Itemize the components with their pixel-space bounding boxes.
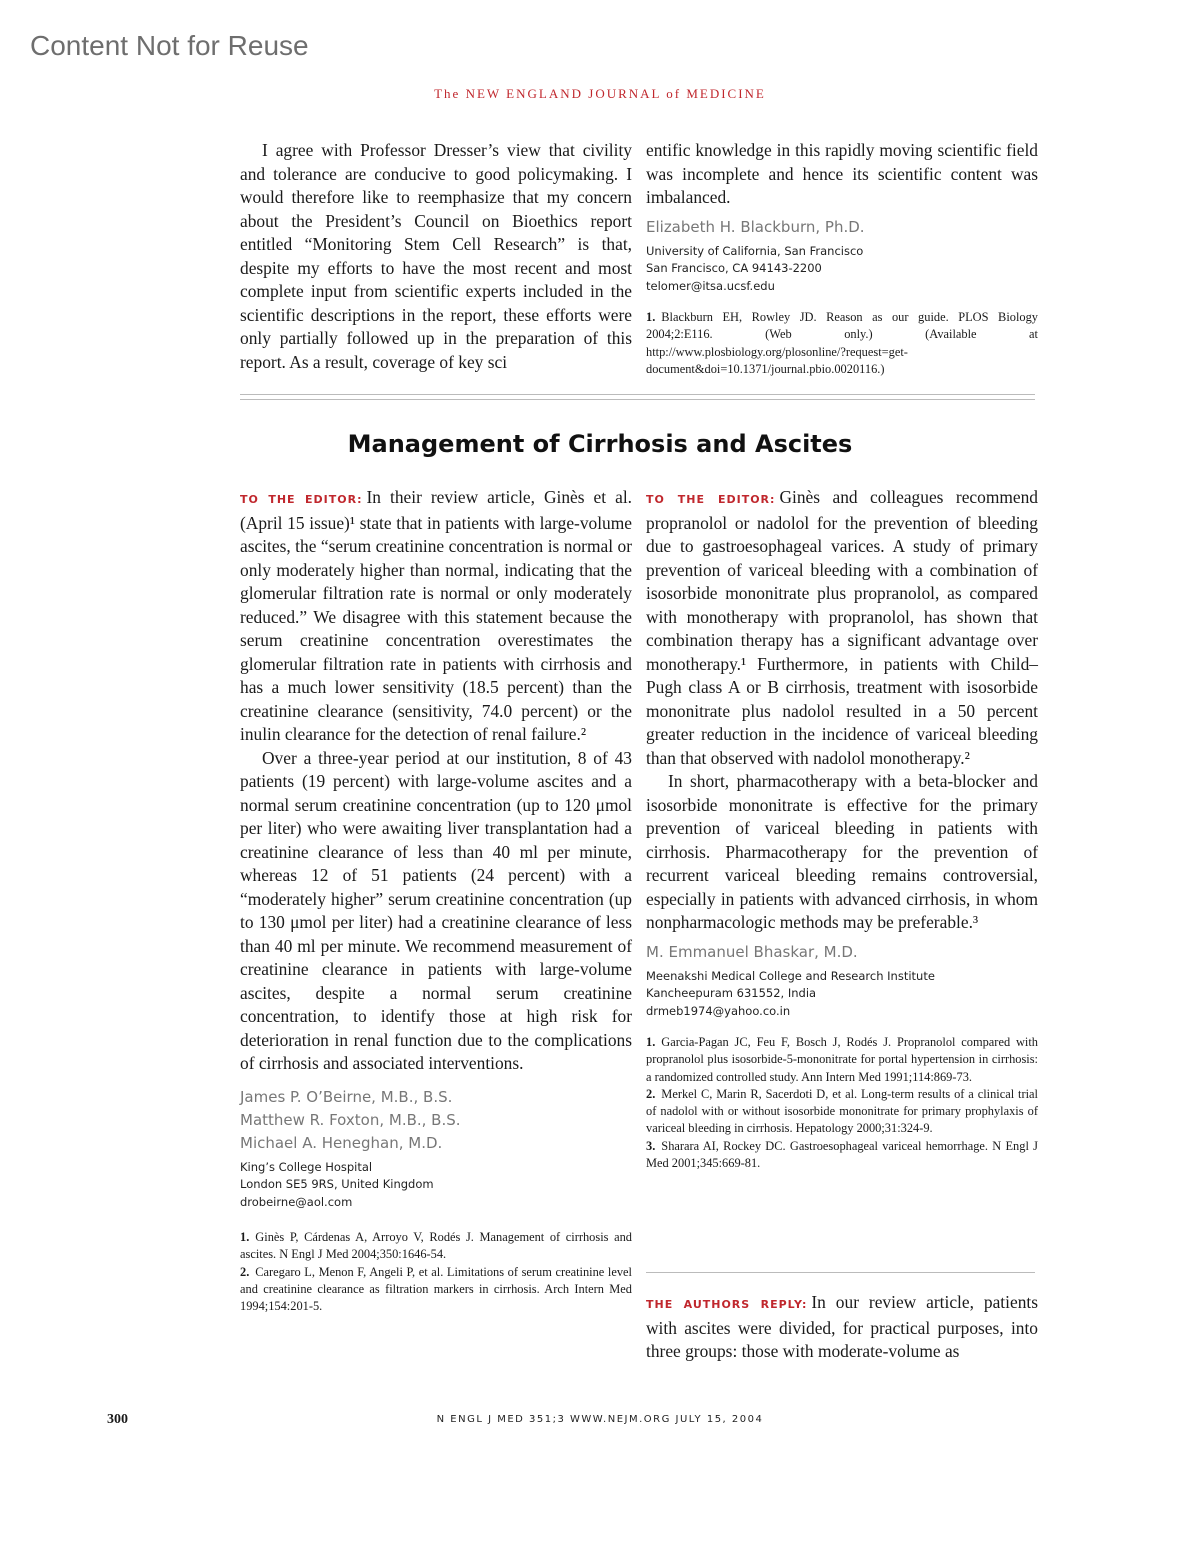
reference-number: 1. [646,310,656,324]
signature-line: Michael A. Heneghan, M.D. [240,1133,443,1152]
reference-number: 3. [646,1138,656,1153]
footer-citation: N ENGL J MED 351;3 WWW.NEJM.ORG JULY 15, 2004 [436,1414,764,1425]
authors-reply-paragraph [646,1291,1038,1364]
right-letter-paragraph-1 [646,486,1038,770]
signature-line: James P. O’Beirne, M.B., B.S. [240,1087,453,1106]
left-letter-text-1: In their review article, Ginès et al. (April 15 issue)¹ state that in patients with large-volume ascites, the “serum creatinine concentration is normal or only moderately higher than normal, indicating that the glomerular filtration rate is normal or only moderately reduced.” We disagree with this statement because the serum creatinine concentration overestimates the glomerular filtration rate in patients with cirrhosis and has a much lower sensitivity (18.5 percent) than the creatinine clearance (sensitivity, 74.0 percent) or the inulin clearance for the detection of renal failure.² [240,487,632,744]
watermark: Content Not for Reuse [30,30,309,61]
top-left-paragraph: I agree with Professor Dresser’s view that civility and tolerance are conducive to good policymaking. I would therefore like to reemphasize that my concern about the President’s Council on Bioethics report entitled “Monitoring Stem Cell Research” is that, despite my efforts to have the most recent and most complete input from scientific experts included in the scientific descriptions in the report, these efforts were only partially followed up in the preparation of this report. As a result, coverage of key sci [240,140,632,372]
signature-line: Matthew R. Foxton, M.B., B.S. [240,1110,461,1129]
references-obeirne [240,1229,632,1315]
references-bhaskar [646,1034,1038,1172]
reference-text: Merkel C, Marin R, Sacerdoti D, et al. Long-term results of a clinical trial of nadolol with or without isosorbide mononitrate for primary prophylaxis of variceal bleeding in cirrhosis. Hepatology 2000;31:324-9. [646,1086,1038,1136]
left-letter-paragraph-2: Over a three-year period at our institution, 8 of 43 patients (19 percent) with large-volume ascites and a normal serum creatinine concentration (up to 120 μmol per liter) who were awaiting liver transplantation had a creatinine clearance of less than 40 ml per minute, whereas 12 of 51 patients (24 percent) with a “moderately higher” serum creatinine concentration (up to 130 μmol per liter) had a creatinine clearance of less than 40 ml per minute. We recommend measurement of creatinine clearance in patients with large-volume ascites, despite a normal serum creatinine concentration, to identify those at high risk for deterioration in renal function due to the complications of cirrhosis and associated interventions. [240,747,632,1073]
journal-header: The NEW ENGLAND JOURNAL of MEDICINE [434,86,766,101]
email-link[interactable]: drmeb1974@yahoo.co.in [646,1003,791,1018]
right-letter-text-1: Ginès and colleagues recommend propranolol or nadolol for the prevention of bleeding due to gastroesophageal varices. A study of primary prevention of variceal bleeding with a combination of isosorbide mononitrate plus propranolol, as compared with monotherapy with propranolol, has shown that combination therapy has a significant advantage over monotherapy.¹ Furthermore, in patients with Child–Pugh class A or B cirrhosis, treatment with isosorbide mononitrate plus nadolol resulted in a 50 percent greater reduction in the incidence of variceal bleeding than that observed with nadolol monotherapy.² [646,487,1038,768]
right-letter-paragraph-2: In short, pharmacotherapy with a beta-blocker and isosorbide mononitrate is effective for the primary prevention of variceal bleeding in patients with cirrhosis. Pharmacotherapy for the prevention of recurrent variceal bleeding remains controversial, especially in patients with advanced cirrhosis, in whom nonpharmacologic methods may be preferable.³ [646,771,1038,932]
page-number: 300 [107,1412,128,1427]
right-letter-column [646,486,1038,1172]
reference-text: Sharara AI, Rockey DC. Gastroesophageal variceal hemorrhage. N Engl J Med 2001;345:669-81. [646,1138,1038,1171]
reference-item [646,1034,1038,1086]
affiliation-blackburn [646,243,1038,296]
affiliation-line: Kancheepuram 631552, India [646,986,817,1000]
reply-divider [646,1272,1035,1273]
authors-reply-label: THE AUTHORS REPLY: [646,1298,808,1311]
affiliation-line: Meenakshi Medical College and Research Institute [646,968,935,983]
left-letter-paragraph-1 [240,486,632,747]
reference-item [646,1138,1038,1173]
authors-reply-column [646,1291,1038,1364]
affiliation-line: San Francisco, CA 94143-2200 [646,261,822,275]
affiliation-line: London SE5 9RS, United Kingdom [240,1177,434,1191]
to-the-editor-label: TO THE EDITOR: [646,493,776,506]
reference-text: Blackburn EH, Rowley JD. Reason as our guide. PLOS Biology 2004;2:E116. (Web only.) (Available at http://www.plosbiology.org/plosonline/?request=get-document&doi=10.1371/journal.pbio.0020116.) [646,310,1038,376]
reference-text: Ginès P, Cárdenas A, Arroyo V, Rodés J. Management of cirrhosis and ascites. N Engl J Med 2004;350:1646-54. [240,1230,632,1262]
affiliation-obeirne [240,1159,632,1212]
affiliation-bhaskar [646,968,1038,1021]
authors-reply-text: In our review article, patients with ascites were divided, for practical purposes, into three groups: those with moderate-volume as [646,1292,1038,1361]
reference-text: Garcia-Pagan JC, Feu F, Bosch J, Rodés J. Propranolol compared with propranolol plus isosorbide-5-mononitrate for portal hypertension in cirrhosis: a randomized controlled study. Ann Intern Med 1991;114:869-73. [646,1035,1038,1084]
top-left-column [240,139,632,374]
reference-item [240,1264,632,1316]
email-link[interactable]: telomer@itsa.ucsf.edu [646,278,775,293]
reference-number: 2. [240,1264,250,1279]
top-right-column [646,139,1038,378]
reference-number: 1. [646,1035,656,1049]
to-the-editor-label: TO THE EDITOR: [240,493,363,506]
reference-number: 2. [646,1086,656,1101]
affiliation-line: King’s College Hospital [240,1159,373,1174]
top-right-paragraph: entific knowledge in this rapidly moving scientific field was incomplete and hence its scientific content was imbalanced. [646,140,1038,207]
signatures-obeirne [240,1086,632,1155]
left-letter-column [240,486,632,1315]
reference-item [646,309,1038,378]
reference-item [646,1086,1038,1138]
section-divider [240,394,1035,400]
article-title: Management of Cirrhosis and Ascites [347,430,853,458]
affiliation-line: University of California, San Francisco [646,243,864,258]
references-blackburn [646,309,1038,378]
reference-item [240,1229,632,1264]
reference-text: Caregaro L, Menon F, Angeli P, et al. Limitations of serum creatinine level and creatinine clearance as filtration markers in cirrhosis. Arch Intern Med 1994;154:201-5. [240,1264,632,1314]
email-link[interactable]: drobeirne@aol.com [240,1194,353,1209]
signature-bhaskar: M. Emmanuel Bhaskar, M.D. [646,942,858,961]
signature-blackburn: Elizabeth H. Blackburn, Ph.D. [646,217,865,236]
reference-number: 1. [240,1230,250,1244]
